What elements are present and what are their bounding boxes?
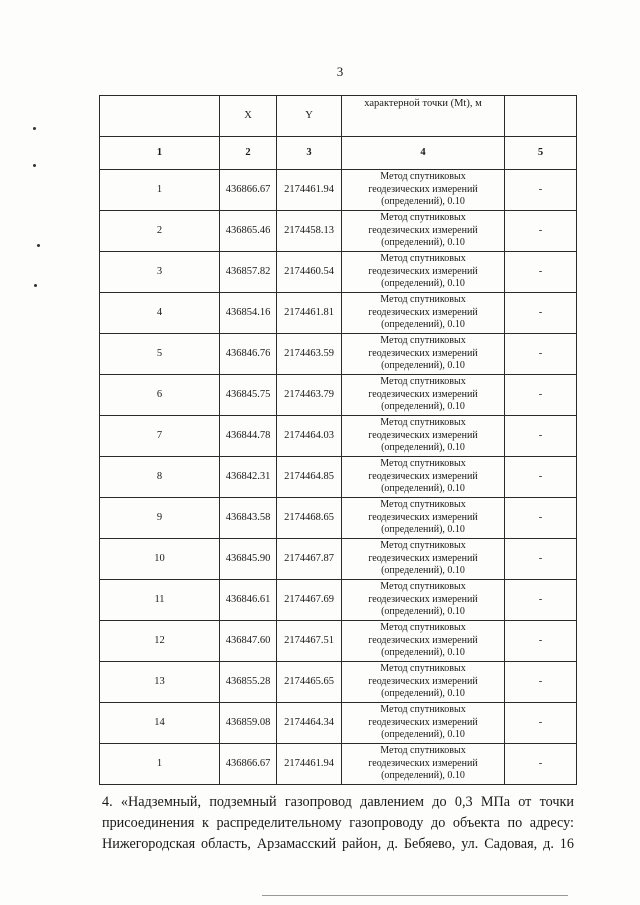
- note-cell: -: [505, 744, 577, 785]
- point-number-cell: 7: [100, 416, 220, 457]
- method-cell: [342, 744, 505, 785]
- table-row: [100, 580, 577, 621]
- table-header-row: [100, 96, 577, 137]
- method-cell: [342, 621, 505, 662]
- table-row: [100, 293, 577, 334]
- header-y: Y: [277, 96, 342, 137]
- paragraph-line: Нижегородская область, Арзамасский район, д. Бебяево, ул. Садовая, д. 16: [102, 836, 574, 852]
- method-cell: [342, 539, 505, 580]
- table-row: [100, 170, 577, 211]
- method-line: геодезических измерений: [368, 593, 478, 605]
- method-line: (определений), 0.10: [381, 729, 465, 741]
- y-coordinate-cell: 2174463.79: [277, 375, 342, 416]
- x-coordinate-cell: 436844.78: [220, 416, 277, 457]
- table-row: [100, 539, 577, 580]
- note-cell: -: [505, 539, 577, 580]
- method-cell: [342, 580, 505, 621]
- note-cell: -: [505, 416, 577, 457]
- point-number-cell: 4: [100, 293, 220, 334]
- header-cell-empty: [505, 96, 577, 137]
- table-row: [100, 621, 577, 662]
- method-line: геодезических измерений: [368, 429, 478, 441]
- method-line: геодезических измерений: [368, 306, 478, 318]
- note-cell: -: [505, 498, 577, 539]
- y-coordinate-cell: 2174458.13: [277, 211, 342, 252]
- point-number-cell: 10: [100, 539, 220, 580]
- header-x: X: [220, 96, 277, 137]
- y-coordinate-cell: 2174460.54: [277, 252, 342, 293]
- method-line: Метод спутниковых: [380, 745, 466, 757]
- method-line: (определений), 0.10: [381, 278, 465, 290]
- table-row: [100, 334, 577, 375]
- method-cell: [342, 703, 505, 744]
- table-row: [100, 211, 577, 252]
- table-row: [100, 744, 577, 785]
- point-number-cell: 3: [100, 252, 220, 293]
- method-line: Метод спутниковых: [380, 417, 466, 429]
- method-line: Метод спутниковых: [380, 171, 466, 183]
- method-cell: [342, 416, 505, 457]
- method-line: Метод спутниковых: [380, 622, 466, 634]
- note-cell: -: [505, 170, 577, 211]
- point-number-cell: 5: [100, 334, 220, 375]
- x-coordinate-cell: 436845.90: [220, 539, 277, 580]
- method-line: Метод спутниковых: [380, 212, 466, 224]
- note-cell: -: [505, 580, 577, 621]
- point-number-cell: 9: [100, 498, 220, 539]
- method-line: Метод спутниковых: [380, 335, 466, 347]
- y-coordinate-cell: 2174464.34: [277, 703, 342, 744]
- method-line: Метод спутниковых: [380, 663, 466, 675]
- y-coordinate-cell: 2174461.81: [277, 293, 342, 334]
- method-line: Метод спутниковых: [380, 376, 466, 388]
- x-coordinate-cell: 436866.67: [220, 744, 277, 785]
- x-coordinate-cell: 436857.82: [220, 252, 277, 293]
- method-line: (определений), 0.10: [381, 606, 465, 618]
- bottom-rule: [262, 895, 568, 896]
- method-line: (определений), 0.10: [381, 483, 465, 495]
- point-number-cell: 1: [100, 170, 220, 211]
- method-line: Метод спутниковых: [380, 294, 466, 306]
- y-coordinate-cell: 2174465.65: [277, 662, 342, 703]
- method-line: (определений), 0.10: [381, 319, 465, 331]
- column-number: 2: [220, 137, 277, 170]
- note-cell: -: [505, 375, 577, 416]
- x-coordinate-cell: 436842.31: [220, 457, 277, 498]
- method-cell: [342, 293, 505, 334]
- x-coordinate-cell: 436859.08: [220, 703, 277, 744]
- method-line: геодезических измерений: [368, 675, 478, 687]
- x-coordinate-cell: 436855.28: [220, 662, 277, 703]
- note-cell: -: [505, 703, 577, 744]
- method-line: геодезических измерений: [368, 388, 478, 400]
- page-number: 3: [336, 64, 344, 79]
- x-coordinate-cell: 436854.16: [220, 293, 277, 334]
- y-coordinate-cell: 2174461.94: [277, 170, 342, 211]
- column-number: 3: [277, 137, 342, 170]
- note-cell: -: [505, 211, 577, 252]
- y-coordinate-cell: 2174467.69: [277, 580, 342, 621]
- method-line: геодезических измерений: [368, 347, 478, 359]
- note-cell: -: [505, 334, 577, 375]
- paragraph-line: 4. «Надземный, подземный газопровод давлением до 0,3 МПа от точки: [102, 794, 574, 810]
- y-coordinate-cell: 2174467.87: [277, 539, 342, 580]
- method-line: Метод спутниковых: [380, 253, 466, 265]
- y-coordinate-cell: 2174461.94: [277, 744, 342, 785]
- table-row: [100, 375, 577, 416]
- paragraph-item-4: [102, 792, 574, 855]
- x-coordinate-cell: 436866.67: [220, 170, 277, 211]
- scan-speck: [34, 284, 37, 287]
- x-coordinate-cell: 436865.46: [220, 211, 277, 252]
- method-line: геодезических измерений: [368, 757, 478, 769]
- method-line: (определений), 0.10: [381, 688, 465, 700]
- method-line: геодезических измерений: [368, 634, 478, 646]
- method-cell: [342, 334, 505, 375]
- method-line: геодезических измерений: [368, 511, 478, 523]
- header-cell-empty: [100, 96, 220, 137]
- note-cell: -: [505, 293, 577, 334]
- method-cell: [342, 375, 505, 416]
- scan-speck: [33, 164, 36, 167]
- point-number-cell: 1: [100, 744, 220, 785]
- x-coordinate-cell: 436847.60: [220, 621, 277, 662]
- scan-speck: [33, 127, 36, 130]
- method-cell: [342, 252, 505, 293]
- method-line: (определений), 0.10: [381, 524, 465, 536]
- x-coordinate-cell: 436846.61: [220, 580, 277, 621]
- method-line: геодезических измерений: [368, 183, 478, 195]
- x-coordinate-cell: 436843.58: [220, 498, 277, 539]
- method-line: (определений), 0.10: [381, 647, 465, 659]
- table-row: [100, 498, 577, 539]
- method-line: (определений), 0.10: [381, 237, 465, 249]
- note-cell: -: [505, 252, 577, 293]
- method-line: Метод спутниковых: [380, 499, 466, 511]
- table-row: [100, 703, 577, 744]
- table-row: [100, 252, 577, 293]
- method-line: геодезических измерений: [368, 265, 478, 277]
- method-line: (определений), 0.10: [381, 770, 465, 782]
- method-line: Метод спутниковых: [380, 458, 466, 470]
- method-cell: [342, 170, 505, 211]
- column-number: 5: [505, 137, 577, 170]
- point-number-cell: 11: [100, 580, 220, 621]
- method-line: геодезических измерений: [368, 224, 478, 236]
- method-line: (определений), 0.10: [381, 196, 465, 208]
- y-coordinate-cell: 2174463.59: [277, 334, 342, 375]
- method-line: Метод спутниковых: [380, 581, 466, 593]
- point-number-cell: 2: [100, 211, 220, 252]
- x-coordinate-cell: 436845.75: [220, 375, 277, 416]
- coordinates-table: [99, 95, 577, 785]
- x-coordinate-cell: 436846.76: [220, 334, 277, 375]
- method-cell: [342, 211, 505, 252]
- method-line: (определений), 0.10: [381, 565, 465, 577]
- y-coordinate-cell: 2174467.51: [277, 621, 342, 662]
- y-coordinate-cell: 2174464.85: [277, 457, 342, 498]
- note-cell: -: [505, 621, 577, 662]
- table-row: [100, 662, 577, 703]
- table-row: [100, 416, 577, 457]
- method-line: геодезических измерений: [368, 552, 478, 564]
- point-number-cell: 8: [100, 457, 220, 498]
- header-method: характерной точки (Mt), м: [342, 96, 505, 137]
- column-number: 4: [342, 137, 505, 170]
- method-line: (определений), 0.10: [381, 442, 465, 454]
- column-number-row: [100, 137, 577, 170]
- method-line: геодезических измерений: [368, 470, 478, 482]
- y-coordinate-cell: 2174464.03: [277, 416, 342, 457]
- y-coordinate-cell: 2174468.65: [277, 498, 342, 539]
- paragraph-line: присоединения к распределительному газопроводу до объекта по адресу:: [102, 815, 574, 831]
- method-line: (определений), 0.10: [381, 401, 465, 413]
- point-number-cell: 13: [100, 662, 220, 703]
- method-line: геодезических измерений: [368, 716, 478, 728]
- point-number-cell: 14: [100, 703, 220, 744]
- table-row: [100, 457, 577, 498]
- point-number-cell: 12: [100, 621, 220, 662]
- scan-speck: [37, 244, 40, 247]
- method-line: Метод спутниковых: [380, 704, 466, 716]
- method-line: (определений), 0.10: [381, 360, 465, 372]
- column-number: 1: [100, 137, 220, 170]
- method-cell: [342, 662, 505, 703]
- point-number-cell: 6: [100, 375, 220, 416]
- method-line: Метод спутниковых: [380, 540, 466, 552]
- note-cell: -: [505, 457, 577, 498]
- method-cell: [342, 457, 505, 498]
- note-cell: -: [505, 662, 577, 703]
- method-cell: [342, 498, 505, 539]
